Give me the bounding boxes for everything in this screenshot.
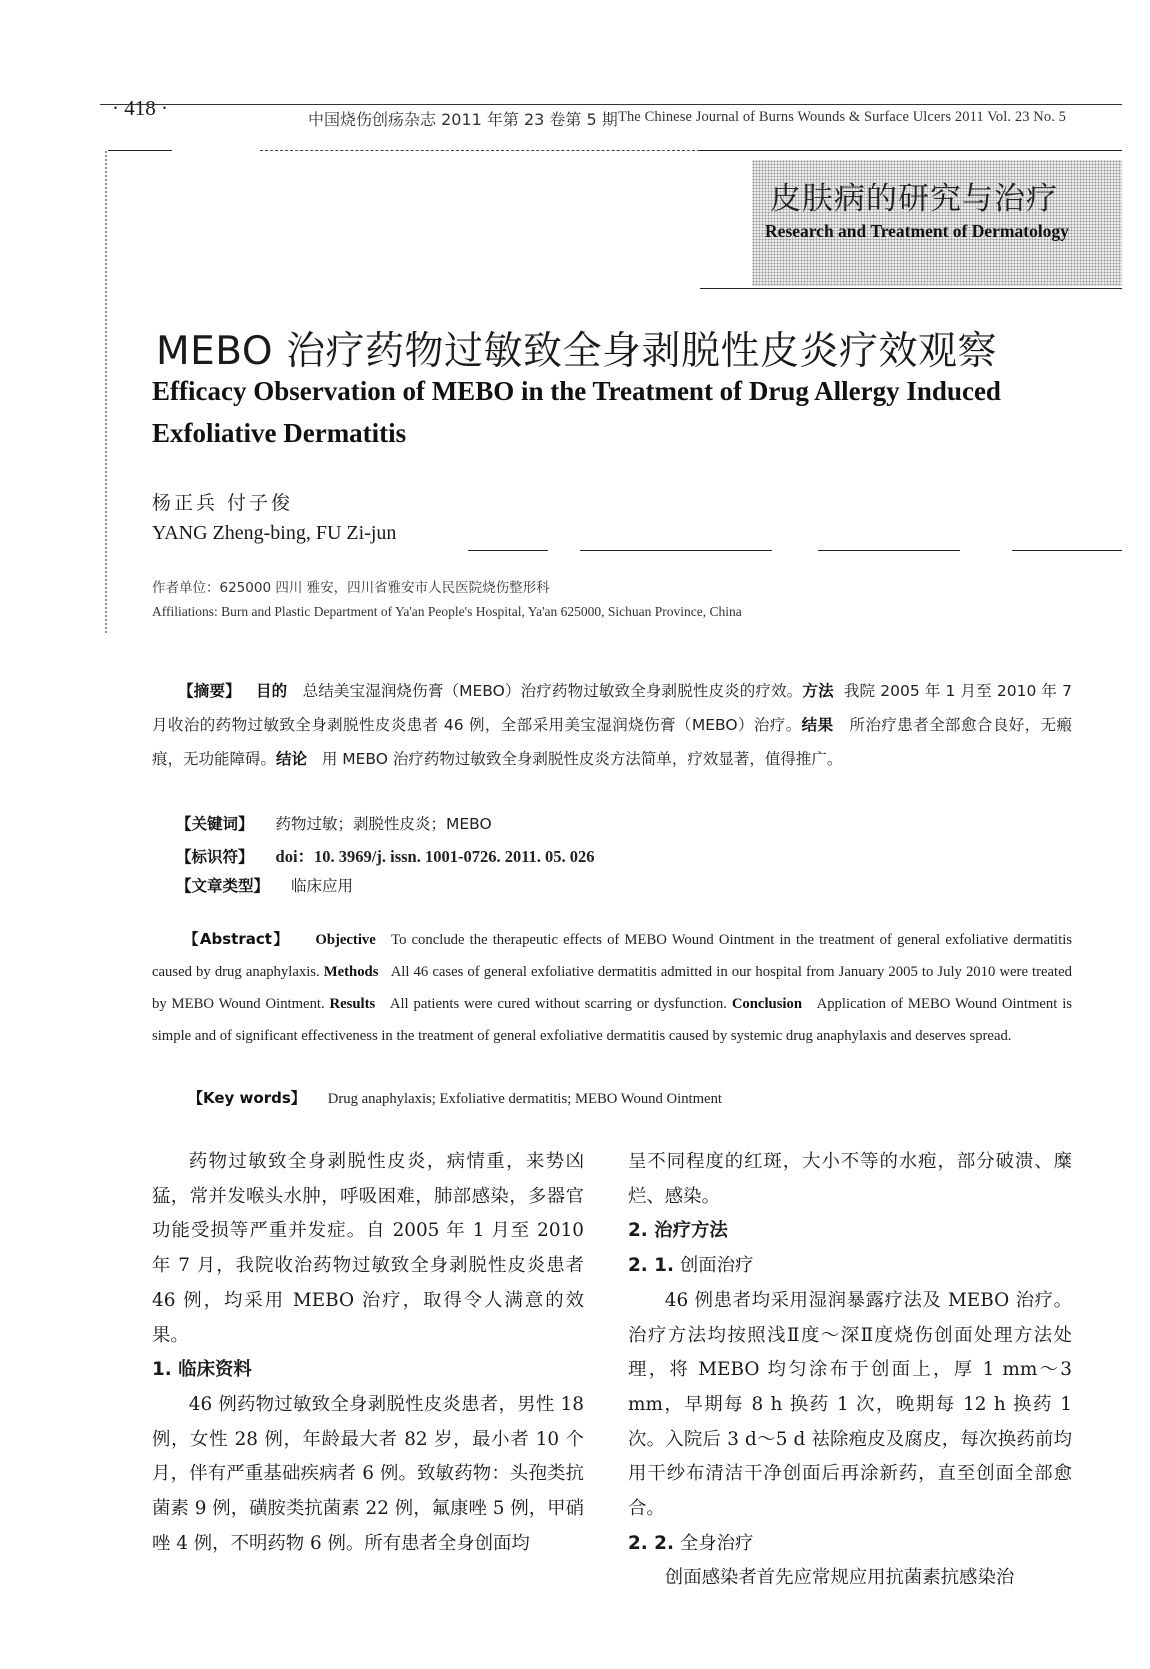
intro-paragraph: 药物过敏致全身剥脱性皮炎，病情重，来势凶猛，常并发喉头水肿，呼吸困难，肺部感染，多器官功能受损等严重并发症。自 2005 年 1 月至 2010 年 7 月，我院收治药物过敏致全身剥脱性皮炎患者 46 例，均采用 MEBO 治疗，取得令人满意的效果。	[152, 1151, 584, 1346]
divider	[700, 150, 1122, 151]
results-en-text: All patients were cured without scarring or dysfunction.	[389, 996, 727, 1012]
subsection-number: 2. 2.	[628, 1532, 674, 1554]
body-right-column	[628, 1145, 1072, 1596]
conclusion-text: 用 MEBO 治疗药物过敏致全身剥脱性皮炎方法简单，疗效显著，值得推广。	[321, 750, 843, 768]
page-number: · 418 ·	[112, 96, 168, 120]
results-en-label: Results	[329, 996, 376, 1012]
subsection-title: 全身治疗	[679, 1532, 754, 1554]
results-label: 结果	[801, 716, 834, 734]
conclusion-label: 结论	[276, 750, 308, 768]
methods-label: 方法	[802, 682, 834, 700]
identifier	[176, 843, 595, 867]
conclusion-en-text: Application of MEBO Wound Ointment is simple and of significant effectiveness in the treatment of general exfoliative dermatitis caused by systemic drug anaphylaxis and deserves spread.	[152, 996, 1073, 1044]
abstract-en	[152, 923, 1072, 1052]
keywords-cn	[176, 812, 492, 834]
methods-en-label: Methods	[323, 964, 379, 980]
divider	[108, 150, 172, 151]
wound-treatment-paragraph: 46 例患者均采用湿润暴露疗法及 MEBO 治疗。治疗方法均按照浅Ⅱ度～深Ⅱ度烧伤创面处理方法处理，将 MEBO 均匀涂布于创面上，厚 1 mm～3 mm，早期每 8 h 换药 1 次，晚期每 12 h 换药 1 次。入院后 3 d～5 d 祛除疱皮及腐皮，每次换药前均用干纱布清洁干净创面后再涂新药，直至创面全部愈合。	[628, 1289, 1072, 1520]
keywords-en-label: 【Key words】	[188, 1089, 306, 1107]
journal-title-cn: 中国烧伤创疡杂志 2011 年第 23 卷第 5 期	[308, 110, 618, 129]
methods-text: 我院 2005 年 1 月至 2010 年 7 月收治的药物过敏致全身剥脱性皮炎患者 46 例，全部采用美宝湿润烧伤膏（MEBO）治疗。	[152, 682, 1073, 734]
conclusion-en-label: Conclusion	[731, 996, 803, 1012]
keywords-value: 药物过敏；剥脱性皮炎；MEBO	[275, 815, 492, 833]
keywords-label: 【关键词】	[176, 815, 254, 833]
subsection-number: 2. 1.	[628, 1255, 674, 1277]
objective-label: 目的	[256, 682, 288, 700]
abstract-en-label: 【Abstract】	[182, 930, 290, 948]
paper-title-cn: MEBO 治疗药物过敏致全身剥脱性皮炎疗效观察	[156, 329, 997, 374]
section-title-cn: 皮肤病的研究与治疗	[770, 181, 1058, 217]
section-heading: 1. 临床资料	[152, 1359, 252, 1381]
affiliation-cn: 作者单位：625000 四川 雅安，四川省雅安市人民医院烧伤整形科	[152, 580, 550, 596]
header-rule	[100, 104, 1122, 105]
subsection-heading	[628, 1527, 1072, 1562]
doi-value: doi：10. 3969/j. issn. 1001-0726. 2011. 05. 026	[275, 847, 595, 866]
paper-title-en: Efficacy Observation of MEBO in the Treatment of Drug Allergy Induced Exfoliative Dermatitis	[152, 376, 1001, 448]
divider	[818, 550, 960, 551]
methods-en-text: All 46 cases of general exfoliative dermatitis admitted in our hospital from January 2005 to July 2010 were treated by MEBO Wound Ointment.	[152, 964, 1072, 1012]
authors-en: YANG Zheng-bing, FU Zi-jun	[152, 522, 397, 544]
objective-en-label: Objective	[315, 932, 376, 948]
section-title-en: Research and Treatment of Dermatology	[765, 221, 1069, 241]
section-heading: 2. 治疗方法	[628, 1220, 728, 1242]
abstract-cn	[152, 674, 1072, 776]
divider	[1012, 550, 1122, 551]
objective-en-text: To conclude the therapeutic effects of MEBO Wound Ointment in the treatment of general exfoliative dermatitis caused by drug anaphylaxis.	[152, 932, 1073, 980]
margin-dots	[104, 150, 108, 635]
article-type-value: 临床应用	[291, 877, 354, 895]
journal-title-en: The Chinese Journal of Burns Wounds & Surface Ulcers 2011 Vol. 23 No. 5	[618, 109, 1066, 125]
article-type	[176, 874, 353, 896]
divider	[260, 150, 700, 151]
body-left-column	[152, 1145, 584, 1561]
keywords-en	[188, 1087, 722, 1108]
divider	[580, 550, 772, 551]
clinical-data-paragraph: 46 例药物过敏致全身剥脱性皮炎患者，男性 18 例，女性 28 例，年龄最大者 82 岁，最小者 10 个月，伴有严重基础疾病者 6 例。致敏药物：头孢类抗菌素 9 例，磺胺类抗菌素 22 例，氟康唑 5 例，甲硝唑 4 例，不明药物 6 例。所有患者全身创面均	[152, 1393, 584, 1554]
article-type-label: 【文章类型】	[176, 877, 270, 895]
affiliation-en: Affiliations: Burn and Plastic Department of Ya'an People's Hospital, Ya'an 625000, Sichuan Province, China	[152, 604, 742, 619]
identifier-label: 【标识符】	[176, 848, 254, 866]
subsection-title: 创面治疗	[679, 1255, 754, 1277]
clinical-data-continued: 呈不同程度的红斑，大小不等的水疱，部分破溃、糜烂、感染。	[628, 1151, 1072, 1207]
keywords-en-value: Drug anaphylaxis; Exfoliative dermatitis; MEBO Wound Ointment	[327, 1091, 722, 1107]
divider	[700, 288, 1122, 289]
objective-text: 总结美宝湿润烧伤膏（MEBO）治疗药物过敏致全身剥脱性皮炎的疗效。	[302, 682, 803, 700]
systemic-treatment-paragraph: 创面感染者首先应常规应用抗菌素抗感染治	[664, 1567, 1015, 1589]
results-text: 所治疗患者全部愈合良好，无瘢痕，无功能障碍。	[152, 716, 1072, 768]
abstract-label: 【摘要】	[178, 682, 241, 700]
authors-cn: 杨正兵 付子俊	[152, 492, 294, 514]
subsection-heading	[628, 1249, 1072, 1284]
divider	[468, 550, 548, 551]
